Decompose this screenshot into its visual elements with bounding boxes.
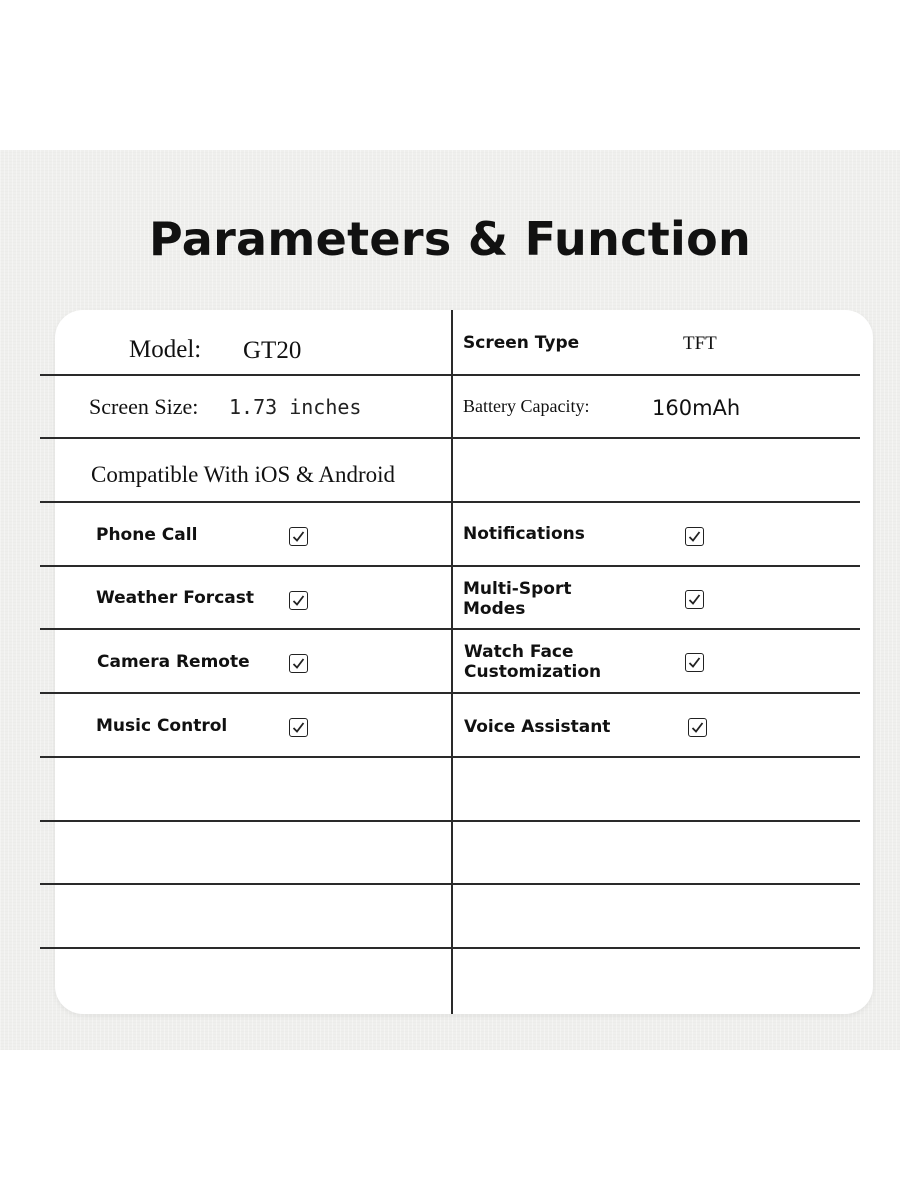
checkbox-music-control: [289, 718, 308, 737]
table-row-divider: [40, 820, 860, 822]
checkbox-phone-call: [289, 527, 308, 546]
feature-label-notifications: Notifications: [463, 524, 585, 544]
battery-label: Battery Capacity:: [463, 396, 590, 416]
checkbox-weather-forcast: [289, 591, 308, 610]
checkmark-icon: [687, 655, 702, 670]
table-row-divider: [40, 501, 860, 503]
checkmark-icon: [687, 529, 702, 544]
feature-label-phone-call: Phone Call: [96, 525, 198, 545]
table-row-divider: [40, 947, 860, 949]
feature-label-music-control: Music Control: [96, 716, 228, 736]
checkbox-watch-face-customization: [685, 653, 704, 672]
checkbox-voice-assistant: [688, 718, 707, 737]
table-row-divider: [40, 437, 860, 439]
feature-label-weather-forcast: Weather Forcast: [96, 588, 254, 608]
feature-label-camera-remote: Camera Remote: [97, 652, 250, 672]
checkbox-notifications: [685, 527, 704, 546]
table-row-divider: [40, 565, 860, 567]
feature-label-multi-sport-modes: Multi-Sport Modes: [463, 579, 572, 619]
feature-label-voice-assistant: Voice Assistant: [464, 717, 611, 737]
model-label: Model:: [129, 336, 202, 363]
screen-size-label: Screen Size:: [89, 394, 199, 419]
page-title: Parameters & Function: [148, 212, 752, 266]
checkbox-multi-sport-modes: [685, 590, 704, 609]
model-value: GT20: [243, 337, 302, 364]
table-row-divider: [40, 628, 860, 630]
checkmark-icon: [687, 592, 702, 607]
checkbox-camera-remote: [289, 654, 308, 673]
checkmark-icon: [291, 720, 306, 735]
checkmark-icon: [291, 529, 306, 544]
screen-type-value: TFT: [683, 333, 717, 354]
screen-size-value: 1.73 inches: [229, 395, 362, 419]
table-row-divider: [40, 374, 860, 376]
table-row-divider: [40, 692, 860, 694]
table-row-divider: [40, 883, 860, 885]
table-row-divider: [40, 756, 860, 758]
compatibility-text: Compatible With iOS & Android: [91, 462, 396, 487]
checkmark-icon: [291, 656, 306, 671]
screen-type-label: Screen Type: [463, 333, 580, 353]
table-column-divider: [451, 310, 453, 1014]
checkmark-icon: [291, 593, 306, 608]
battery-value: 160mAh: [652, 396, 741, 420]
feature-label-watch-face-customization: Watch Face Customization: [464, 642, 602, 682]
checkmark-icon: [690, 720, 705, 735]
